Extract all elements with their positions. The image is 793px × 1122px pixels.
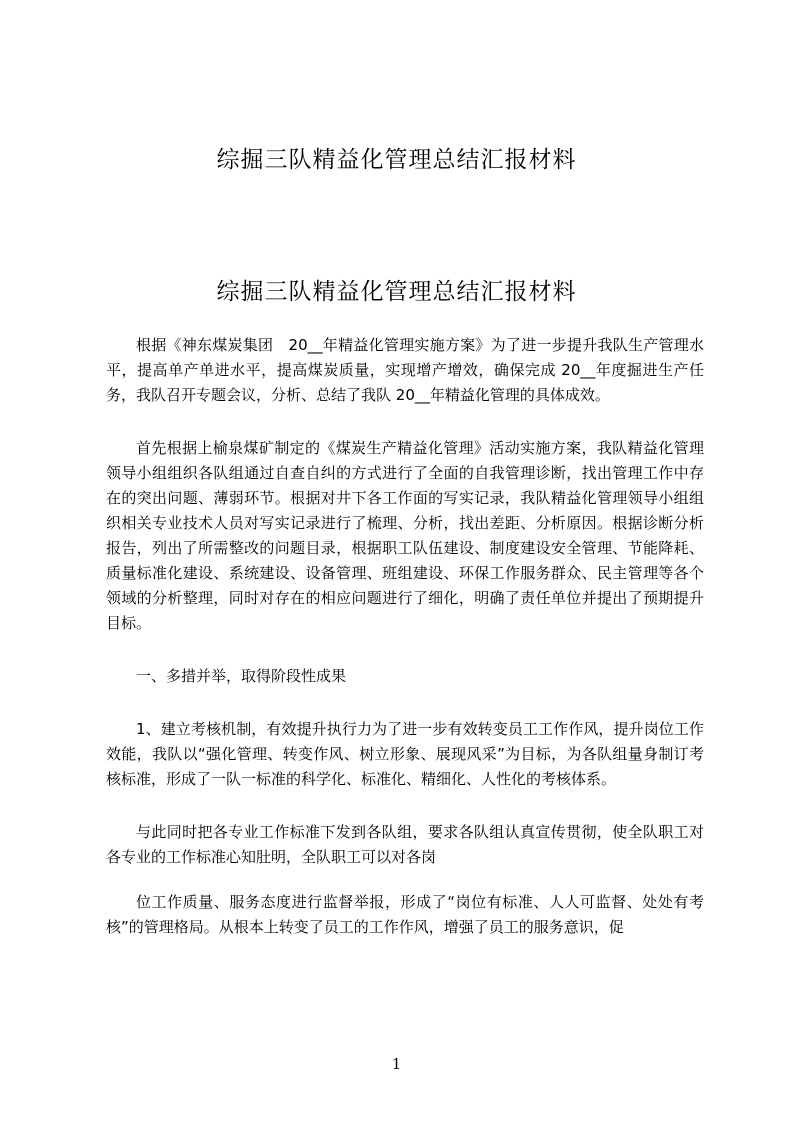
paragraph-assessment: 1、建立考核机制，有效提升执行力为了进一步有效转变员工工作作风，提升岗位工作效能，我队以“强化管理、转变作风、树立形象、展现风采”为目标，为各队组量身制订考核标准，形成了一队一标准的科学化、标准化、精细化、人性化的考核体系。 <box>106 720 704 788</box>
document-body <box>106 333 704 968</box>
paragraph-intro: 根据《神东煤炭集团 20__年精益化管理实施方案》为了进一步提升我队生产管理水平，提高单产单进水平，提高煤炭质量，实现增产增效，确保完成 20__年度掘进生产任务，我队召开专题会议，分析、总结了我队 20__年精益化管理的具体成效。 <box>106 336 704 404</box>
page-number: 1 <box>391 1055 402 1073</box>
paragraph-supervision: 位工作质量、服务态度进行监督举报，形成了“岗位有标准、人人可监督、处处有考核”的管理格局。从根本上转变了员工的工作作风，增强了员工的服务意识，促 <box>106 893 704 936</box>
document-title-top: 综掘三队精益化管理总结汇报材料 <box>216 147 577 173</box>
document-title-main: 综掘三队精益化管理总结汇报材料 <box>216 279 577 305</box>
paragraph-diagnosis: 首先根据上榆泉煤矿制定的《煤炭生产精益化管理》活动实施方案，我队精益化管理领导小组组织各队组通过自查自纠的方式进行了全面的自我管理诊断，找出管理工作中存在的突出问题、薄弱环节。根据对井下各工作面的写实记录，我队精益化管理领导小组组织相关专业技术人员对写实记录进行了梳理、分析，找出差距、分析原因。根据诊断分析报告，列出了所需整改的问题目录，根据职工队伍建设、制度建设安全管理、节能降耗、质量标准化建设、系统建设、设备管理、班组建设、环保工作服务群众、民主管理等各个领域的分析整理，同时对存在的相应问题进行了细化，明确了责任单位并提出了预期提升目标。 <box>106 439 704 632</box>
paragraph-standards: 与此同时把各专业工作标准下发到各队组，要求各队组认真宣传贯彻，使全队职工对各专业的工作标准心知肚明，全队职工可以对各岗 <box>106 823 704 866</box>
section-heading: 一、多措并举，取得阶段性成果 <box>136 667 347 685</box>
